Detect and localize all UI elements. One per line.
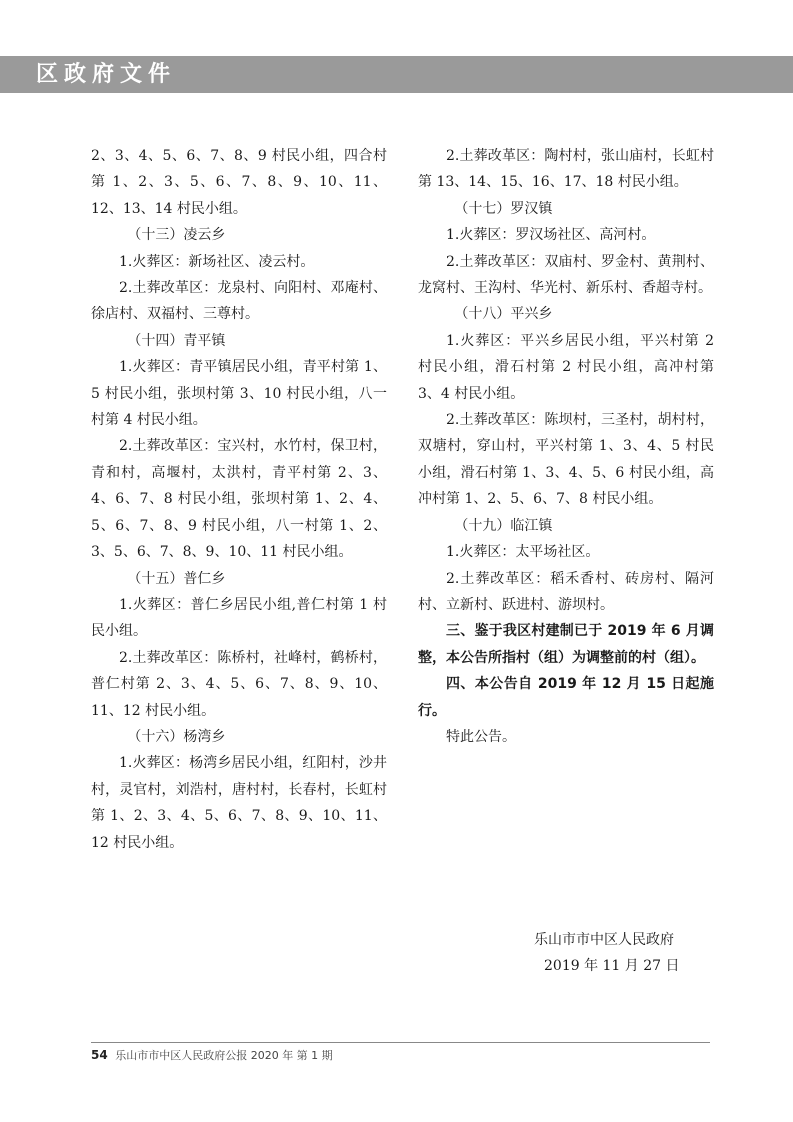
paragraph: 1.火葬区：罗汉场社区、高河村。 <box>446 227 656 244</box>
section-heading: （十四）青平镇 <box>127 332 226 349</box>
section-heading: （十六）杨湾乡 <box>127 728 226 745</box>
paragraph: 1.火葬区：杨湾乡居民小组，红阳村，沙井村，灵官村，刘浩村，唐村村，长春村，长虹村第 1、2、3、4、5、6、7、8、9、10、11、12 村民小组。 <box>91 755 387 851</box>
article-three: 三、鉴于我区村建制已于 2019 年 6 月调整，本公告所指村（组）为调整前的村（组）。 <box>418 623 714 666</box>
section-heading: （十八）平兴乡 <box>454 306 553 323</box>
header-band <box>0 56 793 93</box>
paragraph: 1.火葬区：平兴乡居民小组，平兴村第 2 村民小组，滑石村第 2 村民小组，高冲村第 3、4 村民小组。 <box>418 332 714 402</box>
signature-date: 2019 年 11 月 27 日 <box>544 958 680 974</box>
article-four: 四、本公告自 2019 年 12 月 15 日起施行。 <box>418 676 714 719</box>
paragraph: 1.火葬区：太平场社区。 <box>446 544 600 561</box>
closing-statement: 特此公告。 <box>446 728 516 745</box>
paragraph: 1.火葬区：普仁乡居民小组,普仁村第 1 村民小组。 <box>91 596 387 640</box>
paragraph: 2.土葬改革区：陶村村，张山庙村，长虹村第 13、14、15、16、17、18 村民小组。 <box>418 148 714 191</box>
paragraph: 2、3、4、5、6、7、8、9 村民小组，四合村第 1、2、3、5、6、7、8、9、10、11、12、13、14 村民小组。 <box>91 148 387 217</box>
publication-title: 乐山市市中区人民政府公报 2020 年 第 1 期 <box>115 1049 333 1062</box>
header-title: 区政府文件 <box>36 62 177 87</box>
footer-divider <box>91 1042 710 1043</box>
signature-org: 乐山市市中区人民政府 <box>534 932 674 948</box>
section-heading: （十五）普仁乡 <box>127 570 226 587</box>
paragraph: 2.土葬改革区：陈桥村，社峰村，鹤桥村，普仁村第 2、3、4、5、6、7、8、9、10、11、12 村民小组。 <box>91 649 387 719</box>
section-heading: （十七）罗汉镇 <box>454 200 553 217</box>
section-heading: （十九）临江镇 <box>454 517 553 534</box>
page-number: 54 <box>91 1048 108 1062</box>
right-column <box>418 143 714 750</box>
left-column <box>91 143 387 856</box>
paragraph: 2.土葬改革区：龙泉村、向阳村、邓庵村、徐店村、双福村、三尊村。 <box>91 280 387 323</box>
paragraph: 2.土葬改革区：双庙村、罗金村、黄荆村、龙窝村、王沟村、华光村、新乐村、香超寺村。 <box>418 253 714 297</box>
footer <box>91 1047 333 1063</box>
paragraph: 2.土葬改革区：陈坝村，三圣村，胡村村，双塘村，穿山村，平兴村第 1、3、4、5 村民小组，滑石村第 1、3、4、5、6 村民小组，高冲村第 1、2、5、6、7、8 村民小组。 <box>418 412 714 508</box>
paragraph: 1.火葬区：青平镇居民小组，青平村第 1、5 村民小组，张坝村第 3、10 村民小组，八一村第 4 村民小组。 <box>91 359 387 429</box>
paragraph: 1.火葬区：新场社区、凌云村。 <box>119 253 315 270</box>
paragraph: 2.土葬改革区：宝兴村，水竹村，保卫村，青和村，高堰村，太洪村，青平村第 2、3、4、6、7、8 村民小组，张坝村第 1、2、4、5、6、7、8、9 村民小组，八一村第 1、2、3、5、6、7、8、9、10、11 村民小组。 <box>91 438 387 561</box>
signature-block <box>520 927 720 979</box>
paragraph: 2.土葬改革区：稻禾香村、砖房村、隔河村、立新村、跃进村、游坝村。 <box>418 570 714 613</box>
section-heading: （十三）凌云乡 <box>127 227 226 244</box>
